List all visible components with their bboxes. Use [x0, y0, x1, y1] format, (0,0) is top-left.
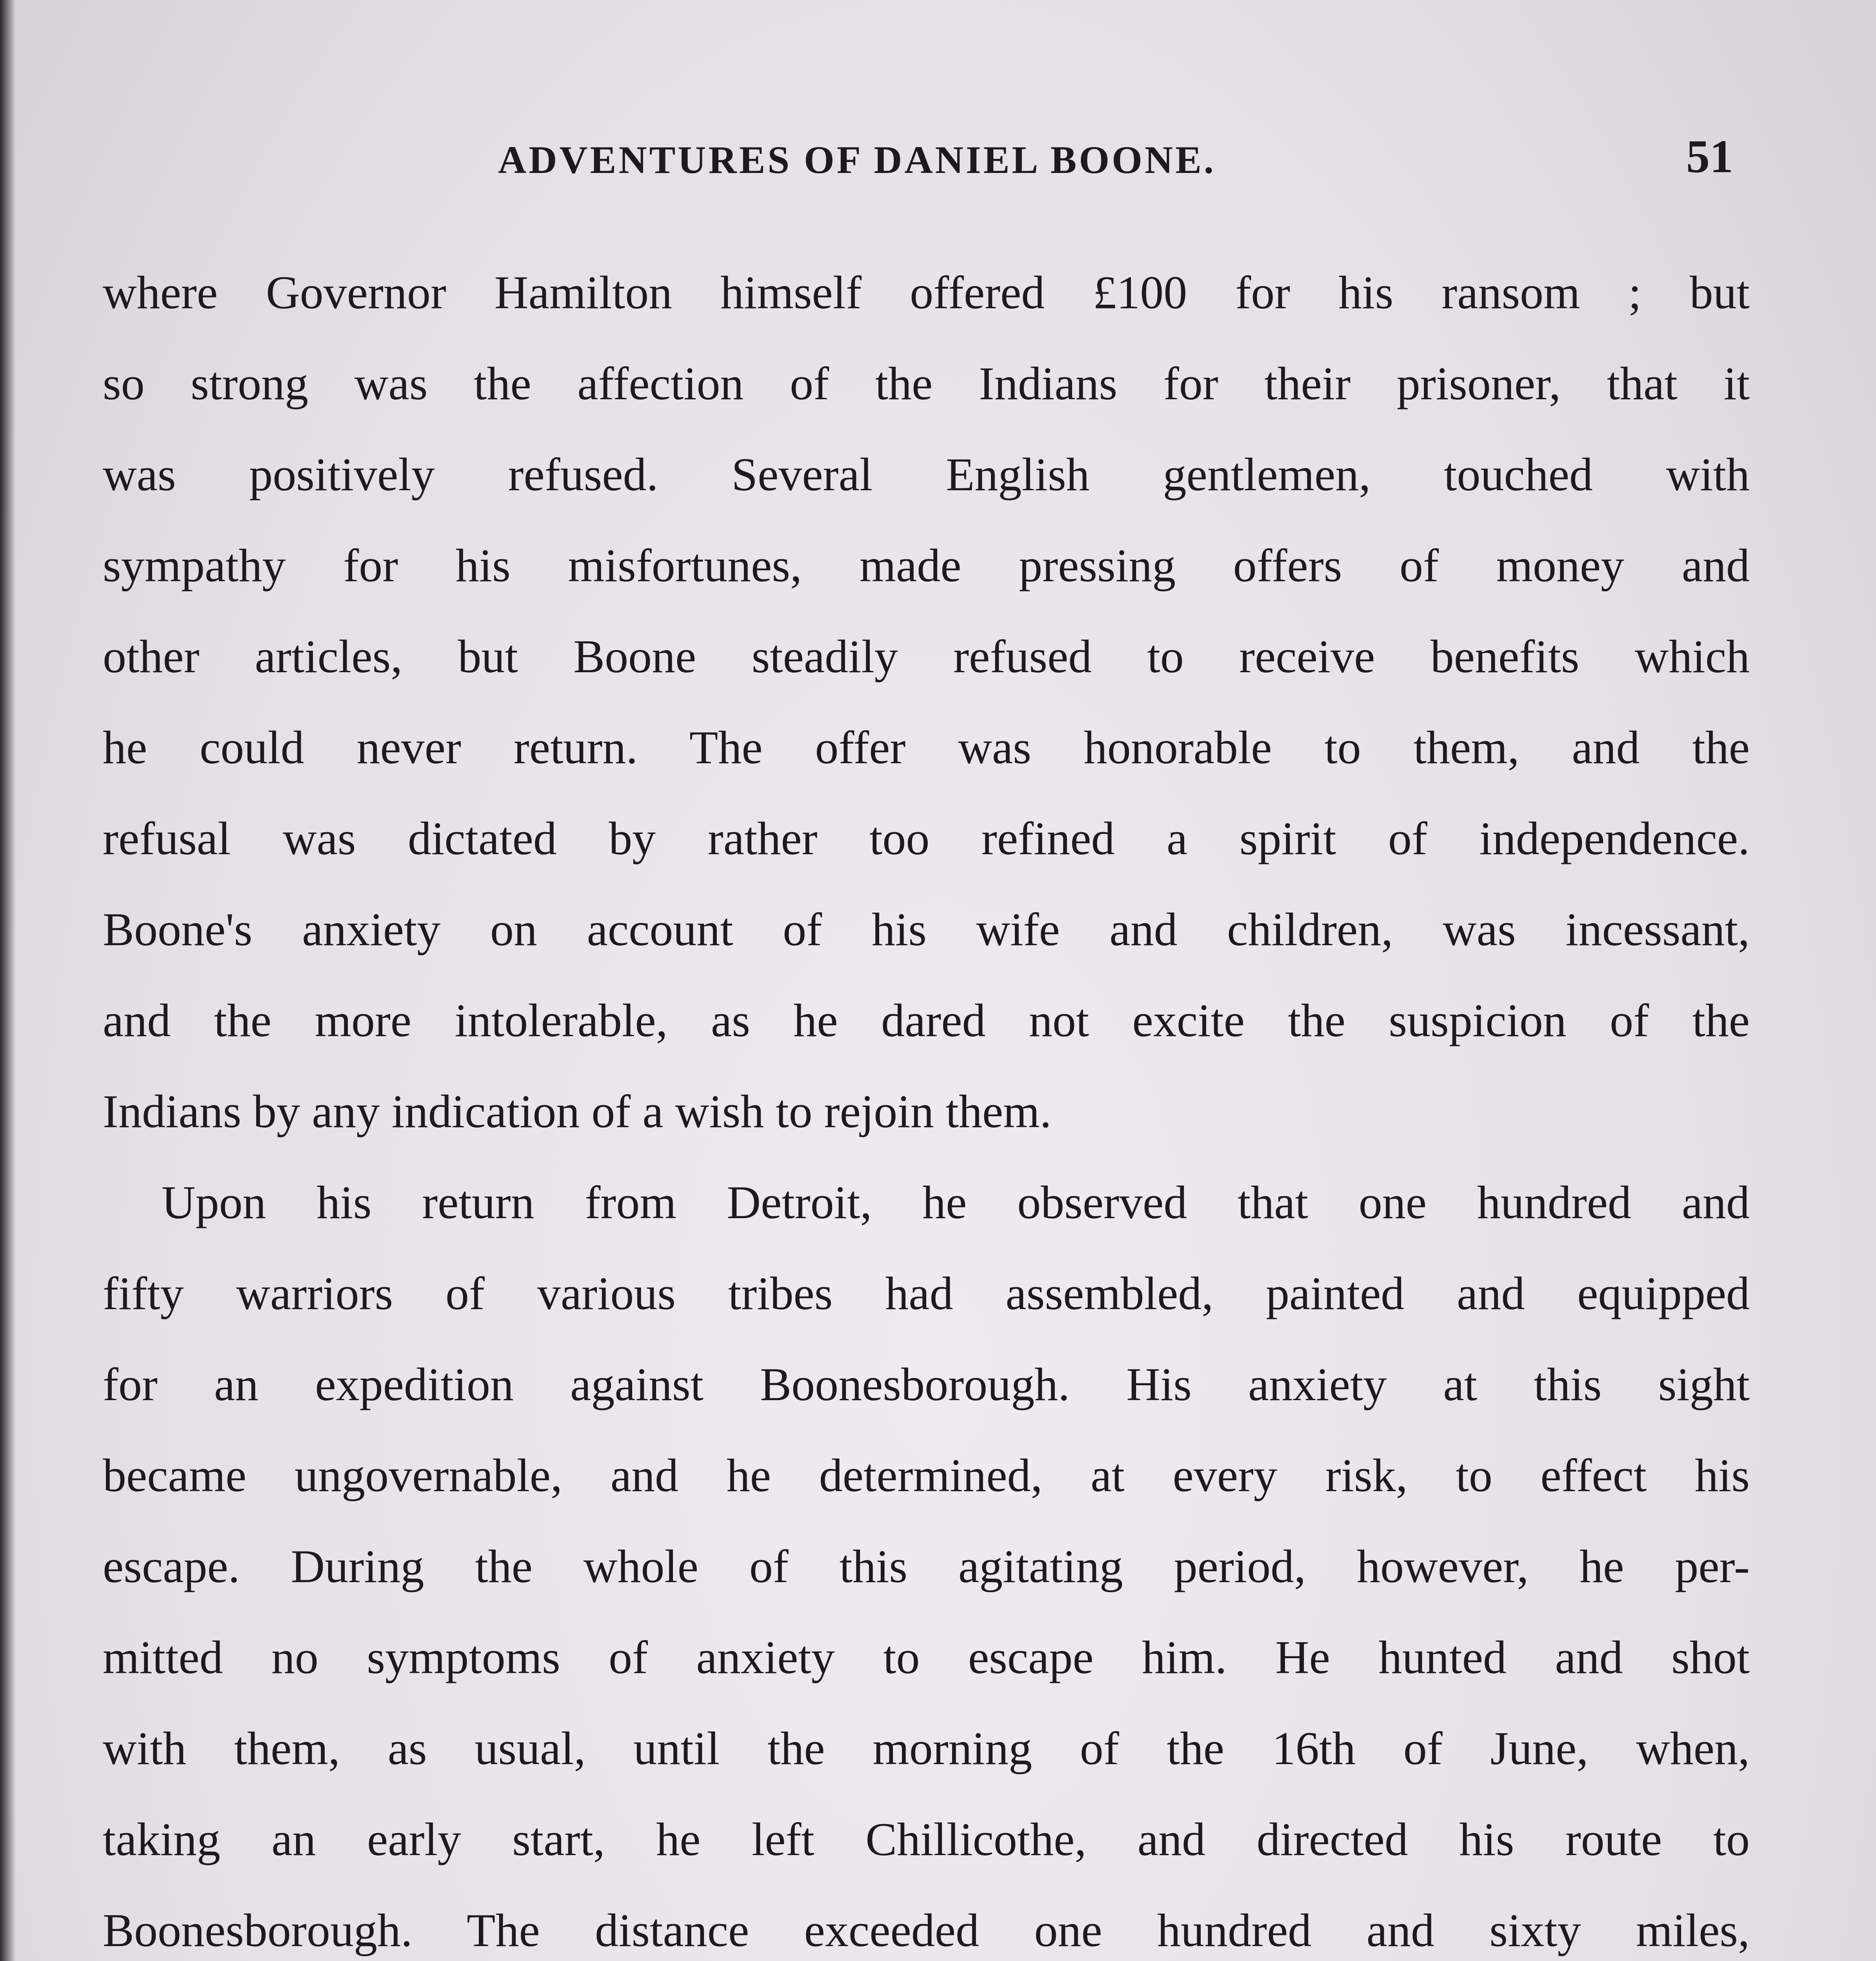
text-line: sympathy for his misfortunes, made pressing offers of money and [103, 539, 1750, 591]
page-number: 51 [1686, 130, 1733, 182]
text-line: Upon his return from Detroit, he observed that one hundred and [162, 1176, 1750, 1228]
text-line: so strong was the affection of the Indians for their prisoner, that it [103, 357, 1750, 409]
text-line: mitted no symptoms of anxiety to escape him. He hunted and shot [103, 1631, 1750, 1683]
page-shadow-left [0, 0, 16, 1961]
text-line: Boonesborough. The distance exceeded one hundred and sixty miles, [103, 1904, 1750, 1956]
text-line: other articles, but Boone steadily refused to receive benefits which [103, 630, 1750, 682]
text-line: fifty warriors of various tribes had assembled, painted and equipped [103, 1267, 1750, 1319]
text-line: for an expedition against Boonesborough. His anxiety at this sight [103, 1358, 1750, 1410]
text-line: became ungovernable, and he determined, at every risk, to effect his [103, 1449, 1750, 1501]
text-line: he could never return. The offer was honorable to them, and the [103, 721, 1750, 773]
running-head: ADVENTURES OF DANIEL BOONE. [498, 138, 1216, 182]
text-line: Boone's anxiety on account of his wife and children, was incessant, [103, 903, 1750, 955]
text-line: and the more intolerable, as he dared not excite the suspicion of the [103, 994, 1750, 1046]
body-text [103, 247, 1750, 1961]
text-line: was positively refused. Several English gentlemen, touched with [103, 448, 1750, 500]
text-line: taking an early start, he left Chillicothe, and directed his route to [103, 1813, 1750, 1865]
text-line: refusal was dictated by rather too refined a spirit of independence. [103, 812, 1750, 864]
text-line: where Governor Hamilton himself offered £100 for his ransom ; but [103, 266, 1750, 318]
text-line: Indians by any indication of a wish to rejoin them. [103, 1085, 1052, 1137]
text-line: escape. During the whole of this agitating period, however, he per- [103, 1540, 1750, 1592]
text-line: with them, as usual, until the morning of the 16th of June, when, [103, 1722, 1750, 1774]
